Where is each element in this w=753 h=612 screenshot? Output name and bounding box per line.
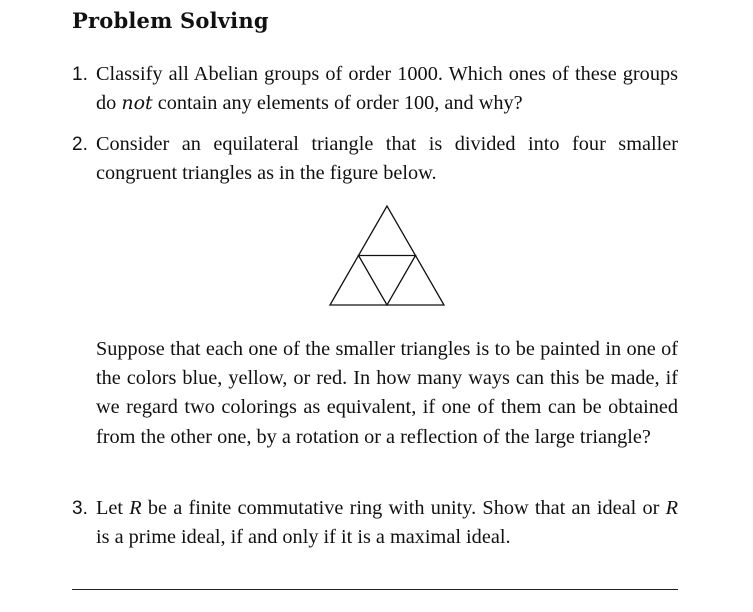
problem-3-var-r-2: R [665,497,678,519]
problem-2 [72,130,678,188]
bottom-rule [72,589,678,590]
problem-1-text-after: contain any elements of order 100, and why? [152,92,523,114]
problem-3 [72,494,678,552]
problem-1-text [96,60,678,118]
problem-1-number: 1. [72,64,88,85]
problem-2-text: Consider an equilateral triangle that is divided into four smaller congruent triangles as in the figure below. [96,133,678,184]
problem-3-var-r: R [129,497,142,519]
inner-inverted-triangle [359,256,416,306]
problem-1-text-before: Classify all Abelian groups of order 1000. Which ones of these groups do [96,63,678,114]
problem-3-number: 3. [72,498,88,519]
section-title: Problem Solving [72,8,269,33]
problem-1-emphasis: not [121,92,153,114]
subdivided-triangle-figure [326,204,448,308]
problem-3-text-a: Let [96,497,130,519]
problem-2-number: 2. [72,134,88,155]
problem-3-text [96,494,678,552]
problem-3-text-b: be a finite commutative ring with unity. Show that an ideal or [141,497,666,519]
problem-2-followup: Suppose that each one of the smaller triangles is to be painted in one of the colors blue, yellow, or red. In how many ways can this be made, if we regard two colorings as equivalent, if one of them can be obtained from the other one, by a rotation or a reflection of the large triangle? [96,338,678,448]
problem-3-text-c: is a prime ideal, if and only if it is a maximal ideal. [96,526,511,548]
problem-1 [72,60,678,118]
